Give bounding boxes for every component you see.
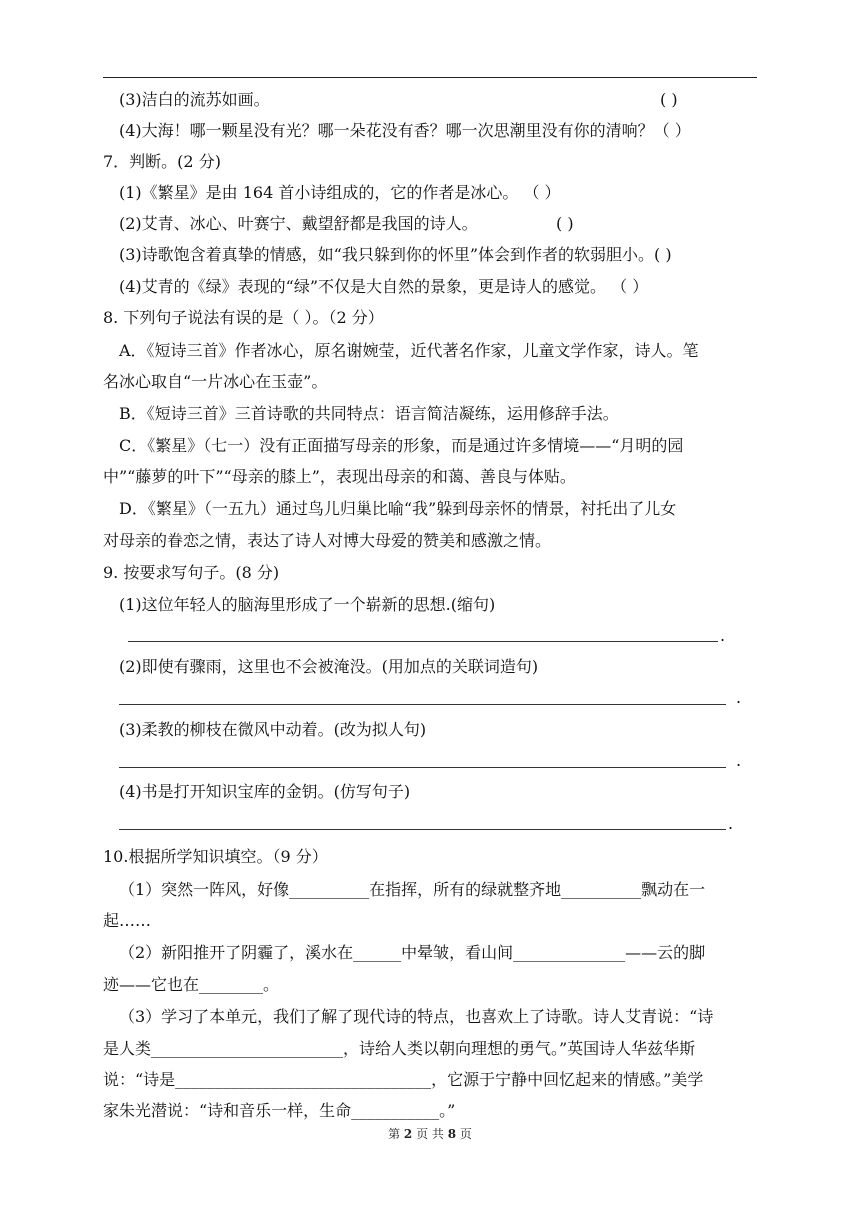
q7-item2: (2)艾青、冰心、叶赛宁、戴望舒都是我国的诗人。: [119, 214, 478, 233]
q9-answer-line-4[interactable]: [119, 829, 726, 830]
footer-total-pages: 8: [447, 1127, 457, 1141]
q9-answer-line-1-period: .: [720, 626, 726, 645]
page-footer: [0, 1126, 860, 1142]
q9-item1: (1)这位年轻人的脑海里形成了一个崭新的思想.(缩句): [119, 595, 496, 614]
q9-answer-line-1[interactable]: [128, 641, 718, 642]
q6-item3-answer-paren[interactable]: ( ): [660, 90, 678, 109]
q10-part2-line1: （2）新阳推开了阴霾了，溪水在______中晕皱，看山间______________——云的脚: [119, 943, 706, 962]
footer-page-number: 2: [403, 1127, 413, 1141]
q9-item2: (2)即使有骤雨，这里也不会被淹没。(用加点的关联词造句): [119, 657, 539, 676]
footer-suffix: 页: [456, 1127, 472, 1141]
q10-part3-line2: 是人类________________________，诗给人类以朝向理想的勇气。”英国诗人华兹华斯: [103, 1039, 696, 1058]
q7-item2-answer-paren[interactable]: ( ): [556, 214, 574, 233]
q8-option-b: B．《短诗三首》三首诗歌的共同特点：语言简洁凝练，运用修辞手法。: [119, 404, 619, 423]
q8-option-c-line2: 中”“藤萝的叶下”“母亲的膝上”，表现出母亲的和蔼、善良与体贴。: [103, 467, 576, 486]
q6-item3: (3)洁白的流苏如画。: [119, 90, 270, 109]
q8-option-a-line1: A．《短诗三首》作者冰心，原名谢婉莹，近代著名作家，儿童文学作家，诗人。笔: [119, 341, 699, 360]
q6-item4: (4)大海！哪一颗星没有光？哪一朵花没有香？哪一次思潮里没有你的清响？（ ）: [119, 121, 691, 140]
q10-part1-line2: 起……: [103, 911, 152, 930]
q10-part1-line1: （1）突然一阵风，好像__________在指挥，所有的绿就整齐地__________飘动在一: [119, 880, 706, 899]
q9-answer-line-3[interactable]: [119, 767, 726, 768]
q7-title: 7．判断。(2 分): [103, 152, 221, 171]
q9-title: 9. 按要求写句子。(8 分): [103, 563, 280, 582]
q9-answer-line-4-period: .: [728, 814, 734, 833]
footer-middle: 页 共: [412, 1127, 448, 1141]
q8-option-a-line2: 名冰心取自“一片冰心在玉壶”。: [103, 372, 328, 391]
q10-part2-line2: 迹——它也在________。: [103, 975, 280, 994]
q8-option-d-line1: D．《繁星》（一五九）通过鸟儿归巢比喻“我”躲到母亲怀的情景，衬托出了儿女: [119, 499, 677, 518]
footer-prefix: 第: [388, 1127, 404, 1141]
q9-item3: (3)柔教的柳枝在微风中动着。(改为拟人句): [119, 720, 427, 739]
q10-title: 10.根据所学知识填空。（9 分）: [103, 847, 328, 866]
q9-answer-line-2[interactable]: [119, 704, 726, 705]
q8-option-d-line2: 对母亲的眷恋之情，表达了诗人对博大母爱的赞美和感激之情。: [103, 531, 552, 550]
q10-part3-line4: 家朱光潜说：“诗和音乐一样，生命___________。”: [103, 1101, 456, 1120]
q8-title: 8. 下列句子说法有误的是（ ）。（2 分）: [103, 308, 384, 327]
q8-option-c-line1: C．《繁星》（七一）没有正面描写母亲的形象，而是通过许多情境——“月明的园: [119, 436, 684, 455]
q7-item4: (4)艾青的《绿》表现的“绿”不仅是大自然的景象，更是诗人的感觉。 （ ）: [119, 277, 649, 296]
q10-part3-line1: （3）学习了本单元，我们了解了现代诗的特点，也喜欢上了诗歌。诗人艾青说：“诗: [119, 1007, 714, 1026]
q9-item4: (4)书是打开知识宝库的金钥。(仿写句子): [119, 782, 411, 801]
q9-answer-line-3-period: .: [736, 751, 742, 770]
q7-item3: (3)诗歌饱含着真挚的情感，如“我只躲到你的怀里”体会到作者的软弱胆小。( ): [119, 245, 672, 264]
header-rule: [103, 77, 757, 78]
q9-answer-line-2-period: .: [736, 688, 742, 707]
q10-part3-line3: 说：“诗是________________________________，它源于宁静中回忆起来的情感。”美学: [103, 1070, 704, 1089]
q7-item1: (1)《繁星》是由 164 首小诗组成的，它的作者是冰心。 （ ）: [119, 183, 561, 202]
